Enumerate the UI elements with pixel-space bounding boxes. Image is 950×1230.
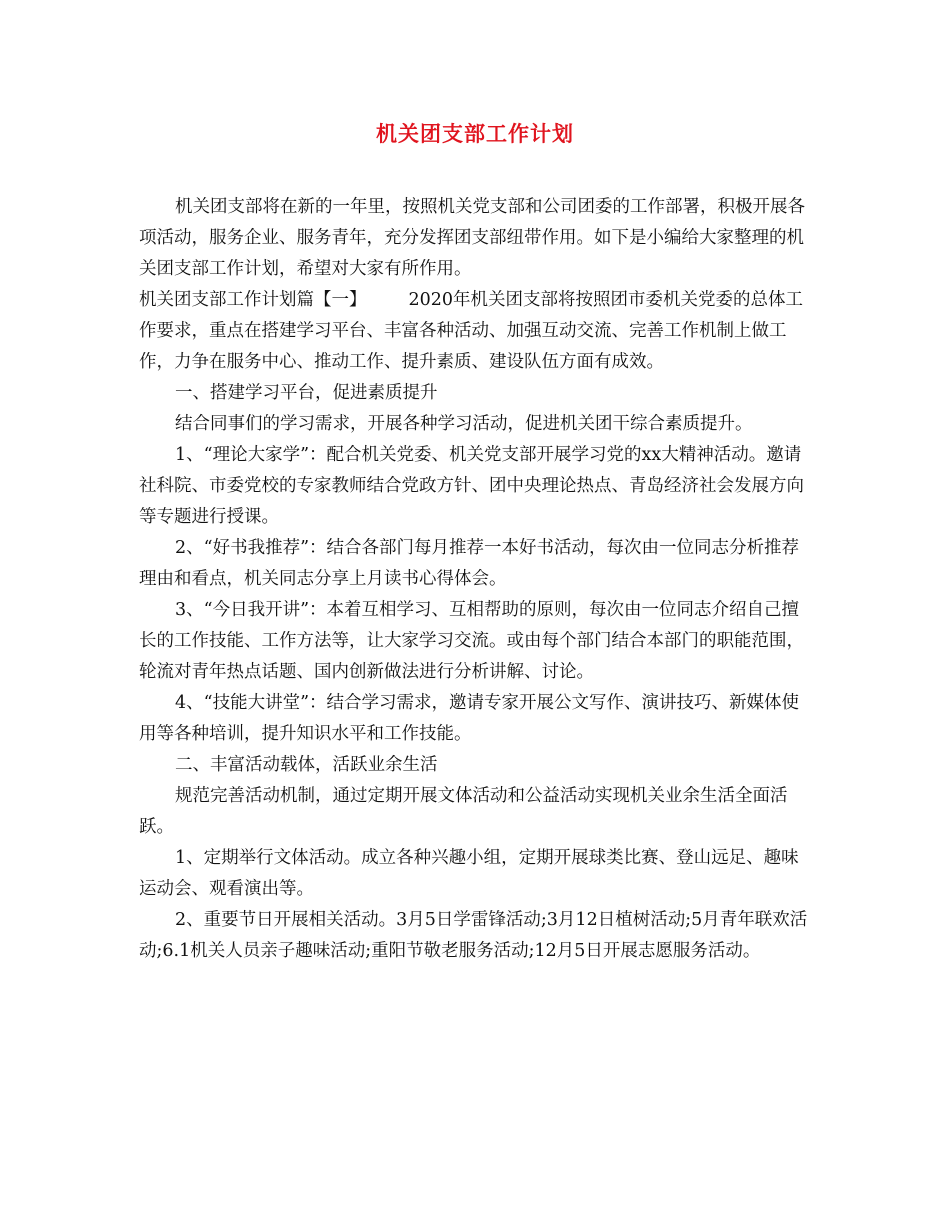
list-item: 4、“技能大讲堂”：结合学习需求，邀请专家开展公文写作、演讲技巧、新媒体使用等各种培训，提升知识水平和工作技能。 [139, 693, 800, 744]
document-title: 机关团支部工作计划 [376, 121, 574, 146]
list-item: 2、重要节日开展相关活动。3月5日学雷锋活动;3月12日植树活动;5月青年联欢活动;6.1机关人员亲子趣味活动;重阳节敬老服务活动;12月5日开展志愿服务活动。 [139, 910, 808, 961]
section-heading: 机关团支部工作计划篇【一】 [139, 290, 367, 310]
list-item: 3、“今日我开讲”：本着互相学习、互相帮助的原则，每次由一位同志介绍自己擅长的工作技能、工作方法等，让大家学习交流。或由每个部门结合本部门的职能范围，轮流对青年热点话题、国内创新做法进行分析讲解、讨论。 [139, 600, 804, 682]
list-item: 2、“好书我推荐”：结合各部门每月推荐一本好书活动，每次由一位同志分析推荐理由和看点，机关同志分享上月读书心得体会。 [139, 538, 800, 589]
heading-two: 二、丰富活动载体，活跃业余生活 [175, 755, 438, 775]
paragraph: 结合同事们的学习需求，开展各种学习活动，促进机关团干综合素质提升。 [175, 414, 753, 434]
list-item: 1、定期举行文体活动。成立各种兴趣小组，定期开展球类比赛、登山远足、趣味运动会、观看演出等。 [139, 848, 799, 899]
heading-one: 一、搭建学习平台，促进素质提升 [175, 383, 438, 403]
plan-paragraph [139, 285, 815, 378]
intro-paragraph: 机关团支部将在新的一年里，按照机关党支部和公司团委的工作部署，积极开展各项活动，服务企业、服务青年，充分发挥团支部纽带作用。如下是小编给大家整理的机关团支部工作计划，希望对大家有所作用。 [139, 197, 805, 279]
document-body [139, 192, 815, 967]
plan-text: 2020年机关团支部将按照团市委机关党委的总体工作要求，重点在搭建学习平台、丰富各种活动、加强互动交流、完善工作机制上做工作，力争在服务中心、推动工作、提升素质、建设队伍方面有成效。 [139, 290, 804, 372]
paragraph: 规范完善活动机制，通过定期开展文体活动和公益活动实现机关业余生活全面活跃。 [139, 786, 788, 837]
list-item: 1、“理论大家学”：配合机关党委、机关党支部开展学习党的xx大精神活动。邀请社科院、市委党校的专家教师结合党政方针、团中央理论热点、青岛经济社会发展方向等专题进行授课。 [139, 445, 804, 527]
